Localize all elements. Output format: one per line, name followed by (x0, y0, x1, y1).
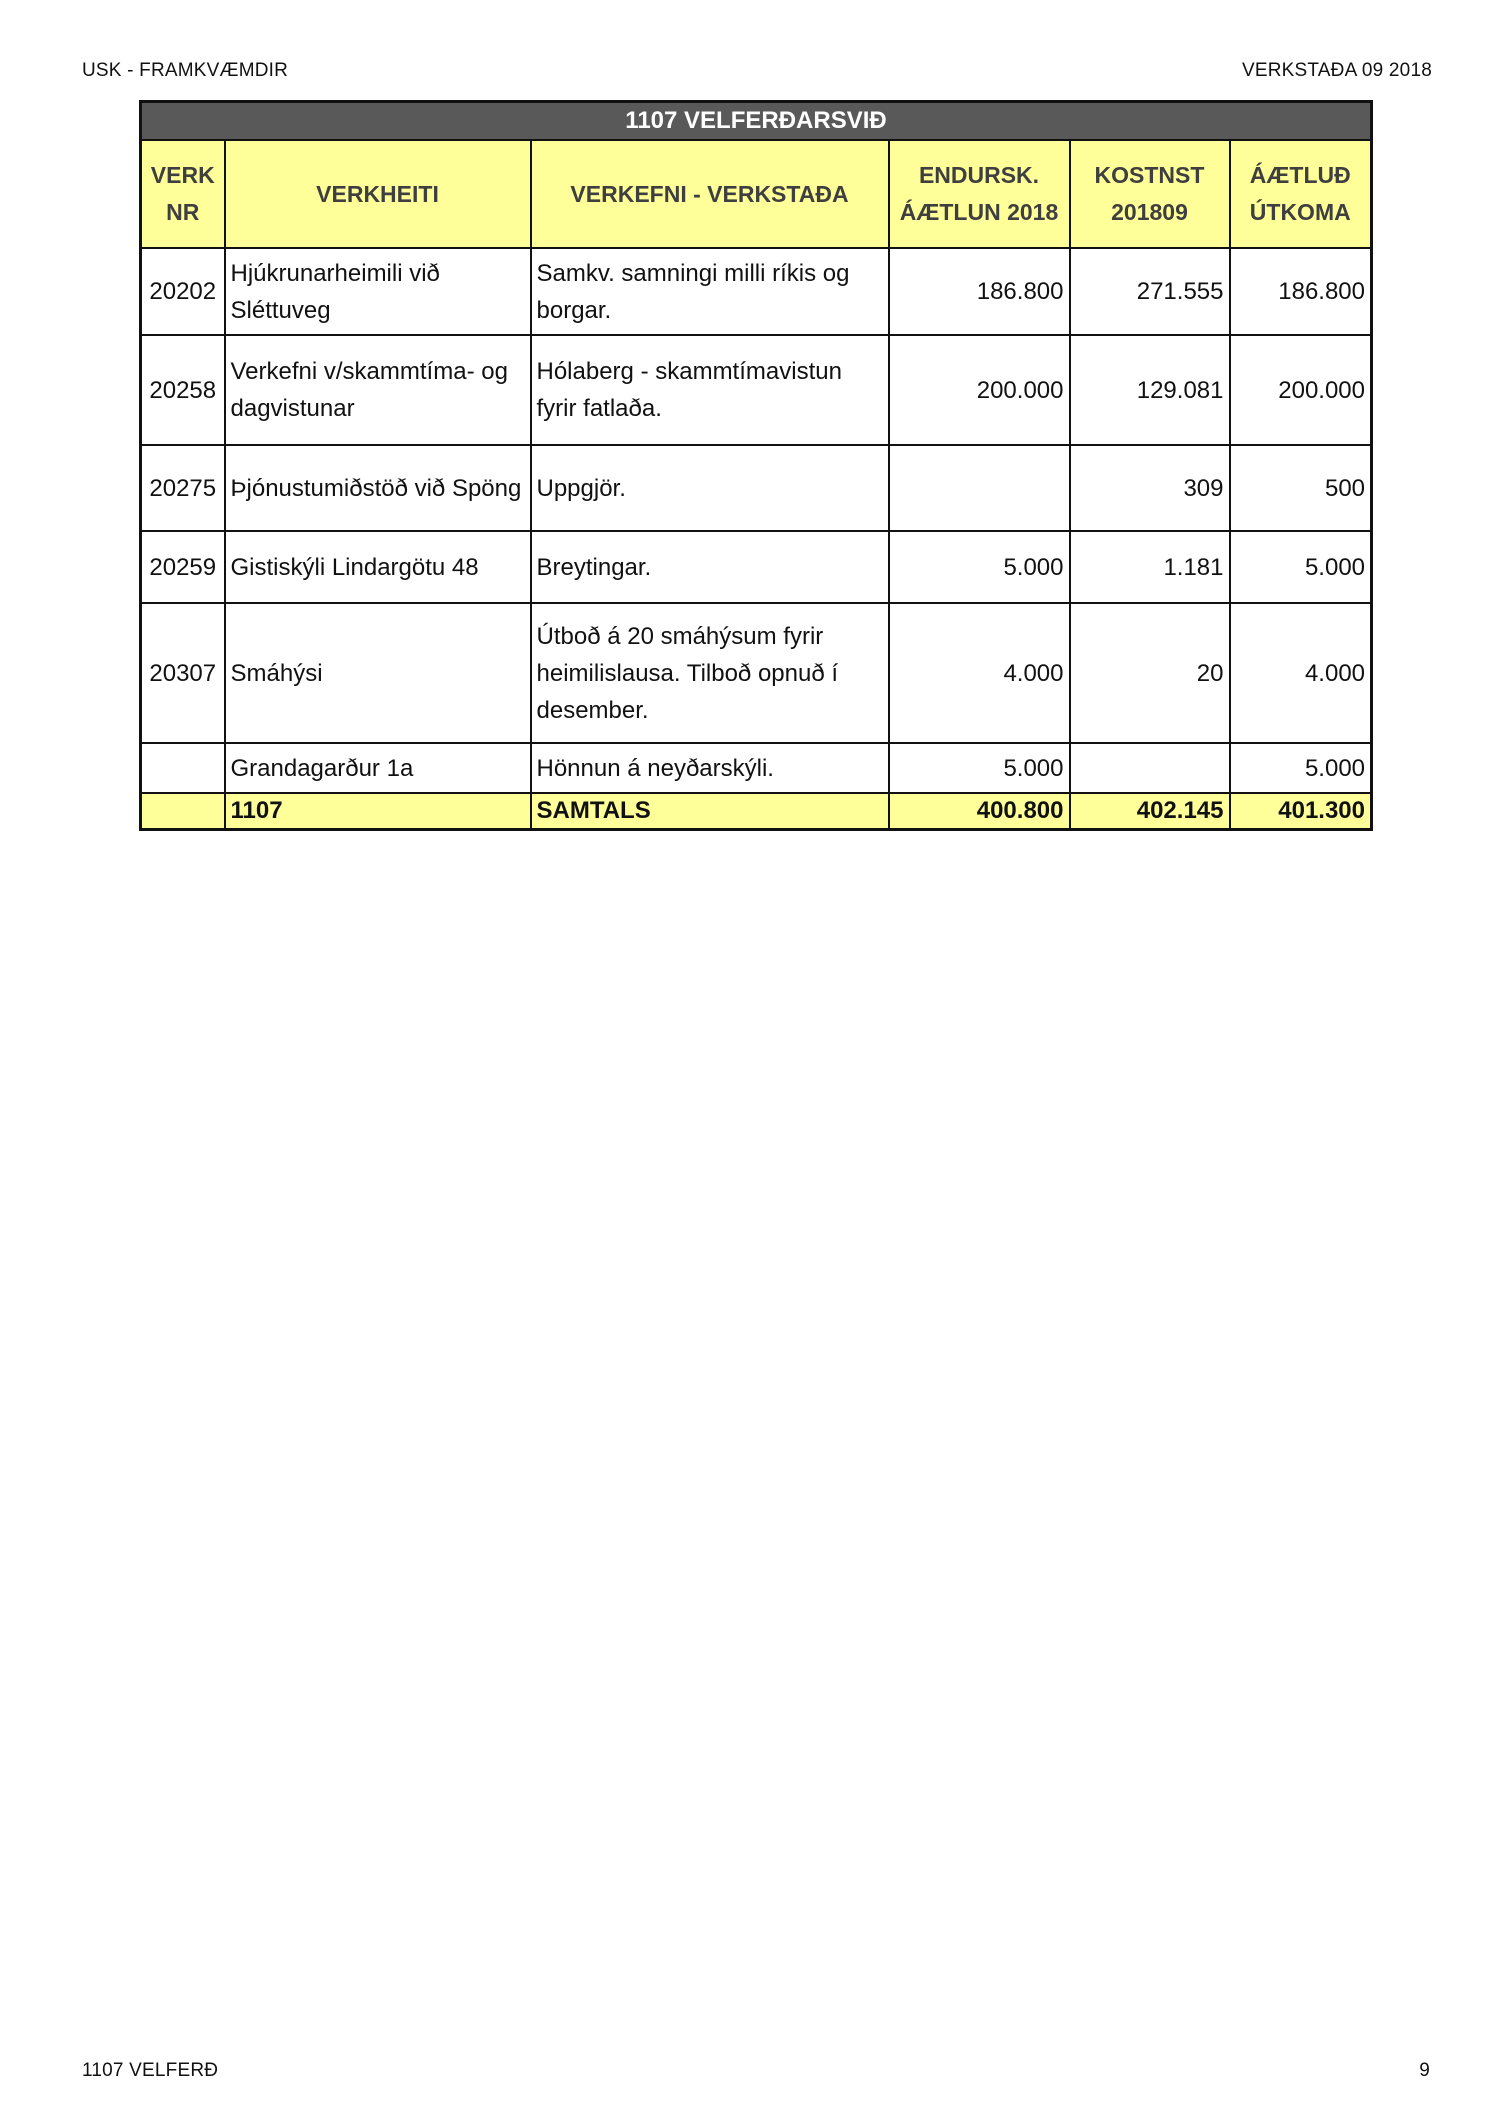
cell-cost: 129.081 (1070, 335, 1230, 445)
total-label: SAMTALS (531, 793, 889, 830)
cell-outcome: 500 (1230, 445, 1372, 531)
cell-cost: 20 (1070, 603, 1230, 743)
column-header-row (141, 140, 1372, 248)
table-row (141, 603, 1372, 743)
cell-task: Samkv. samningi milli ríkis og borgar. (531, 248, 889, 335)
total-outcome: 401.300 (1230, 793, 1372, 830)
cell-outcome: 5.000 (1230, 743, 1372, 793)
col-header-outcome: ÁÆTLUÐ ÚTKOMA (1230, 140, 1372, 248)
cell-nr: 20259 (141, 531, 225, 603)
table-row (141, 335, 1372, 445)
col-header-cost: KOSTNST 201809 (1070, 140, 1230, 248)
total-row (141, 793, 1372, 830)
cell-name: Verkefni v/skammtíma- og dagvistunar (225, 335, 531, 445)
table-row (141, 445, 1372, 531)
cell-cost: 309 (1070, 445, 1230, 531)
cell-nr (141, 743, 225, 793)
cell-task: Útboð á 20 smáhýsum fyrir heimilislausa. Tilboð opnuð í desember. (531, 603, 889, 743)
cell-name: Þjónustumiðstöð við Spöng (225, 445, 531, 531)
page-number: 9 (1419, 2060, 1430, 2081)
cell-plan: 5.000 (889, 531, 1070, 603)
cell-name: Grandagarður 1a (225, 743, 531, 793)
table-row (141, 743, 1372, 793)
cell-plan: 200.000 (889, 335, 1070, 445)
cell-outcome: 5.000 (1230, 531, 1372, 603)
col-header-plan: ENDURSK. ÁÆTLUN 2018 (889, 140, 1070, 248)
cell-outcome: 200.000 (1230, 335, 1372, 445)
budget-table (139, 100, 1373, 831)
table-title: 1107 VELFERÐARSVIÐ (141, 102, 1372, 141)
cell-task: Hönnun á neyðarskýli. (531, 743, 889, 793)
page-header-right: VERKSTAÐA 09 2018 (1242, 60, 1432, 81)
col-header-name: VERKHEITI (225, 140, 531, 248)
total-name: 1107 (225, 793, 531, 830)
cell-cost (1070, 743, 1230, 793)
col-header-task: VERKEFNI - VERKSTAÐA (531, 140, 889, 248)
page-footer-left: 1107 VELFERÐ (82, 2060, 219, 2081)
col-header-nr: VERK NR (141, 140, 225, 248)
cell-name: Hjúkrunarheimili við Sléttuveg (225, 248, 531, 335)
cell-task: Hólaberg - skammtímavistun fyrir fatlaða. (531, 335, 889, 445)
cell-nr: 20307 (141, 603, 225, 743)
cell-name: Smáhýsi (225, 603, 531, 743)
total-nr (141, 793, 225, 830)
cell-cost: 271.555 (1070, 248, 1230, 335)
cell-name: Gistiskýli Lindargötu 48 (225, 531, 531, 603)
cell-cost: 1.181 (1070, 531, 1230, 603)
total-cost: 402.145 (1070, 793, 1230, 830)
cell-nr: 20275 (141, 445, 225, 531)
cell-plan: 5.000 (889, 743, 1070, 793)
cell-nr: 20202 (141, 248, 225, 335)
cell-plan: 4.000 (889, 603, 1070, 743)
cell-task: Breytingar. (531, 531, 889, 603)
cell-outcome: 4.000 (1230, 603, 1372, 743)
page-header-left: USK - FRAMKVÆMDIR (82, 60, 289, 81)
cell-plan (889, 445, 1070, 531)
table-row (141, 248, 1372, 335)
total-plan: 400.800 (889, 793, 1070, 830)
cell-plan: 186.800 (889, 248, 1070, 335)
cell-nr: 20258 (141, 335, 225, 445)
table-row (141, 531, 1372, 603)
cell-task: Uppgjör. (531, 445, 889, 531)
cell-outcome: 186.800 (1230, 248, 1372, 335)
